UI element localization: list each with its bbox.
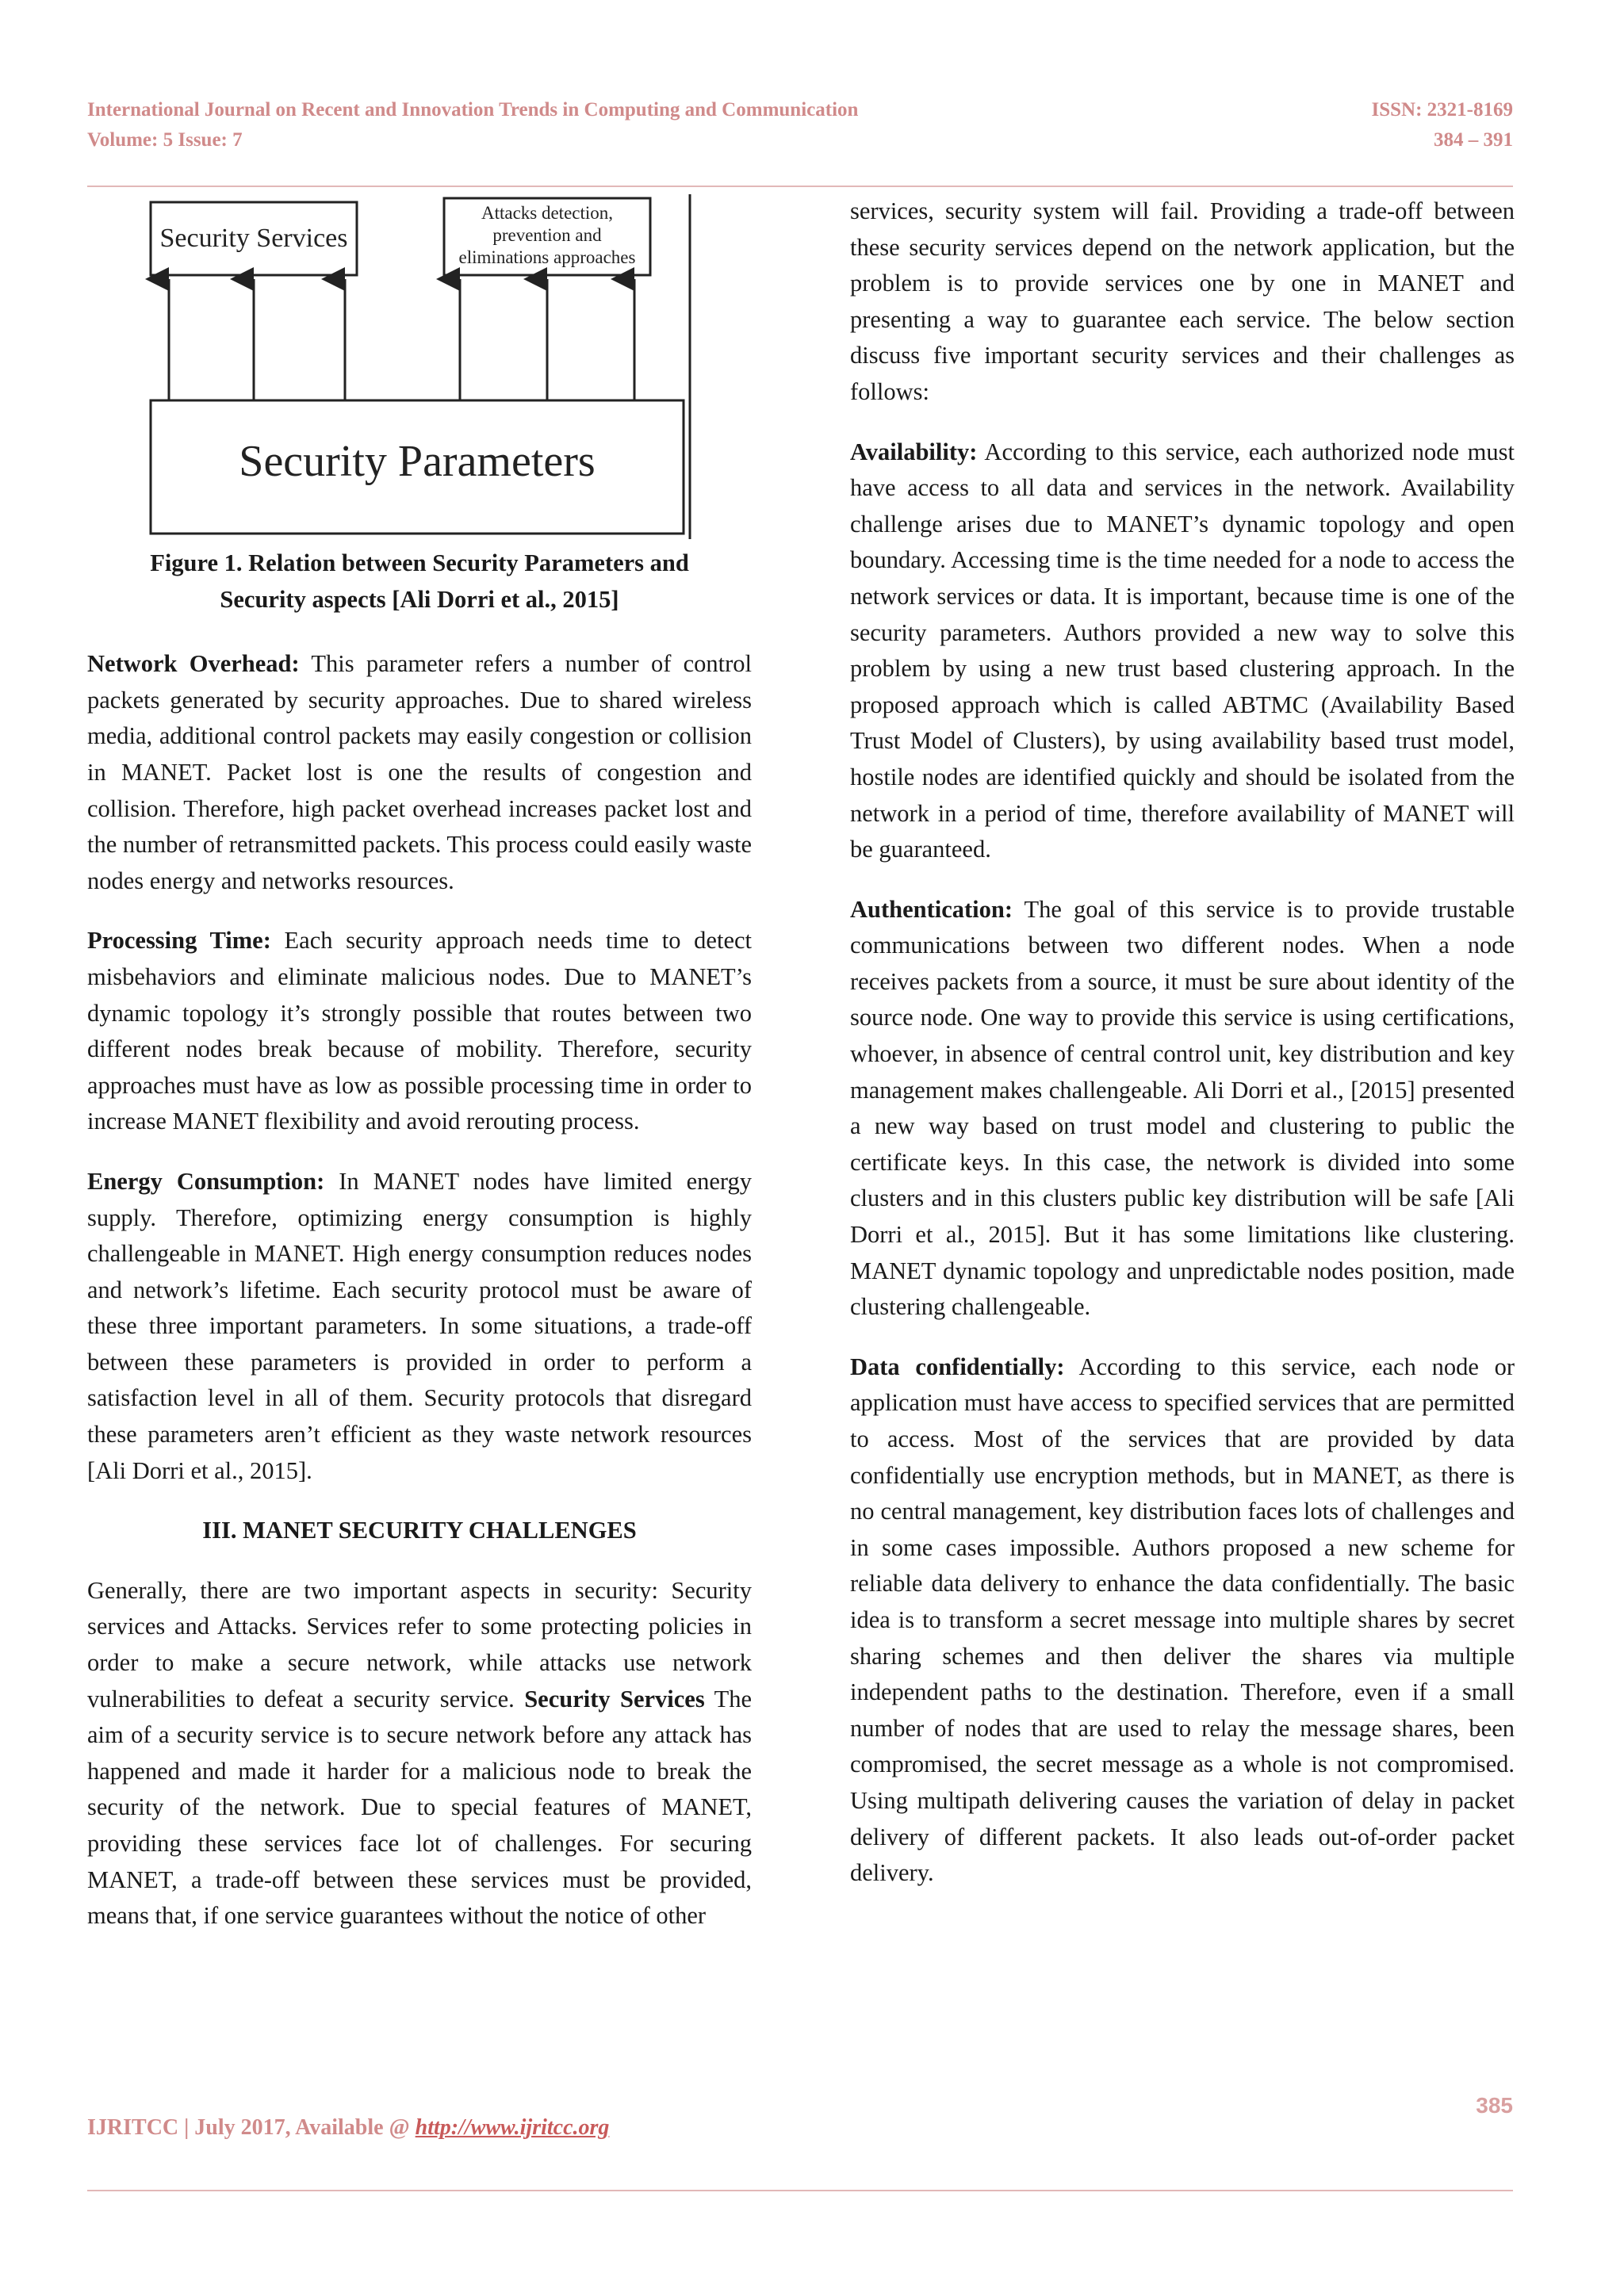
confidentiality-title: Data confidentially: — [850, 1353, 1065, 1380]
availability-paragraph — [850, 434, 1515, 868]
attacks-label-line: prevention and — [492, 225, 602, 245]
paragraph-text: The goal of this service is to provide trustable communications between two different nodes. When a node receives packets from a source, it must be sure about identity of the source node. One way to provide this service is using certifications, whoever, in absence of central control unit, key distribution and key management makes challengeable. Ali Dorri et al., [2015] presented a new way based on trust model and clustering to public the certificate keys. In this case, the network is divided into some clusters and in this clusters public key distribution will be safe [Ali Dorri et al., 2015]. But it has some limitations like clustering. MANET dynamic topology and unpredictable nodes position, made clustering challengeable. — [850, 895, 1515, 1321]
security-services-title: Security Services — [524, 1685, 705, 1712]
page-range: 384 – 391 — [1434, 129, 1513, 151]
energy-consumption-paragraph — [87, 1164, 752, 1489]
header-divider — [87, 186, 1513, 187]
processing-time-title: Processing Time: — [87, 927, 271, 955]
attacks-label-line: eliminations approaches — [458, 247, 636, 267]
right-column — [850, 193, 1515, 1915]
availability-title: Availability: — [850, 438, 978, 465]
figure-1 — [87, 190, 752, 634]
attacks-label — [444, 202, 650, 269]
page-number: 385 — [1476, 2093, 1513, 2118]
page-footer — [87, 2115, 609, 2141]
authentication-paragraph — [850, 892, 1515, 1326]
general-paragraph — [87, 1573, 752, 1934]
security-parameters-label: Security Parameters — [239, 437, 596, 486]
issn: ISSN: 2321-8169 — [1371, 99, 1513, 121]
paragraph-text: This parameter refers a number of control packets generated by security approaches. Due to shared wireless media, additional control packets may easily congestion or collision in MANET. Packet lost is one the results of congestion and collision. Therefore, high packet overhead increases packet lost and the number of retransmitted packets. This process could easily waste nodes energy and networks resources. — [87, 650, 752, 894]
section-heading: III. MANET SECURITY CHALLENGES — [202, 1517, 637, 1544]
figure-caption: Figure 1. Relation between Security Parameters and Security aspects [Ali Dorri et al., 2015] — [150, 549, 689, 613]
network-overhead-title: Network Overhead: — [87, 650, 300, 678]
authentication-title: Authentication: — [850, 895, 1013, 923]
security-services-label: Security Services — [159, 224, 348, 253]
footer-text: IJRITCC | July 2017, Available @ — [87, 2115, 416, 2140]
paragraph-text: The aim of a security service is to secure network before any attack has happened and made it harder for a malicious node to break the security of the network. Due to special features of MANET, providing these services face lot of challenges. For securing MANET, a trade-off between these services must be provided, means that, if one service guarantees without the notice of other — [87, 1685, 752, 1930]
processing-time-paragraph — [87, 923, 752, 1140]
paragraph-text: In MANET nodes have limited energy supply. Therefore, optimizing energy consumption is highly challengeable in MANET. High energy consumption reduces nodes and network’s lifetime. Each security protocol must be aware of these three important parameters. In some situations, a trade-off between these parameters is provided in order to perform a satisfaction level in all of them. Security protocols that disregard these parameters aren’t efficient as they waste network resources [Ali Dorri et al., 2015]. — [87, 1167, 752, 1484]
left-column — [87, 190, 752, 1958]
footer-divider — [87, 2190, 1513, 2191]
continuation-paragraph: services, security system will fail. Providing a trade-off between these security services depend on the network application, but the problem is to provide services one by one in MANET and presenting a way to guarantee each service. The below section discuss five important security services and their challenges as follows: — [850, 197, 1515, 405]
energy-consumption-title: Energy Consumption: — [87, 1167, 325, 1195]
paragraph-text: According to this service, each node or application must have access to specified services that are permitted to access. Most of the services that are provided by data confidentially use encryption methods, but in MANET, as there is no central management, key distribution faces lots of challenges and in some cases impossible. Authors proposed a new scheme for reliable data delivery to enhance the data confidentially. The basic idea is to transform a secret message into multiple shares by secret sharing schemes and then deliver the shares via multiple independent paths to the destination. Therefore, even if a small number of nodes that are used to relay the message shares, been compromised, the secret message as a whole is not compromised. Using multipath delivering causes the variation of delay in packet delivery of different packets. It also leads out-of-order packet delivery. — [850, 1353, 1515, 1887]
paragraph-text: Each security approach needs time to detect misbehaviors and eliminate malicious nodes. Due to MANET’s dynamic topology it’s strongly possible that routes between two different nodes break because of mobility. Therefore, security approaches must have as low as possible processing time in order to increase MANET flexibility and avoid rerouting process. — [87, 927, 752, 1135]
paragraph-text: According to this service, each authorized node must have access to all data and services in the network. Availability challenge arises due to MANET’s dynamic topology and open boundary. Accessing time is the time needed for a node to access the network services or data. It is important, because time is one of the security parameters. Authors provided a new way to solve this problem by using a new trust based clustering approach. In the proposed approach which is called ABTMC (Availability Based Trust Model of Clusters), by using availability based trust model, hostile nodes are identified quickly and should be isolated from the network in a period of time, therefore availability of MANET will be guaranteed. — [850, 438, 1515, 863]
page-header — [87, 95, 1513, 155]
paragraph-text: Generally, there are two important aspects in security: Security services and Attacks. Services refer to some protecting policies in order to make a secure network, while attacks use network vulnerabilities to defeat a security service. — [87, 1576, 752, 1712]
network-overhead-paragraph — [87, 646, 752, 899]
journal-link[interactable]: http://www.ijritcc.org — [415, 2115, 610, 2140]
attacks-label-line: Attacks detection, — [481, 203, 614, 223]
arrows — [169, 279, 634, 400]
confidentiality-paragraph — [850, 1349, 1515, 1892]
journal-title: International Journal on Recent and Innovation Trends in Computing and Communication — [87, 99, 859, 121]
volume-issue: Volume: 5 Issue: 7 — [87, 129, 243, 151]
